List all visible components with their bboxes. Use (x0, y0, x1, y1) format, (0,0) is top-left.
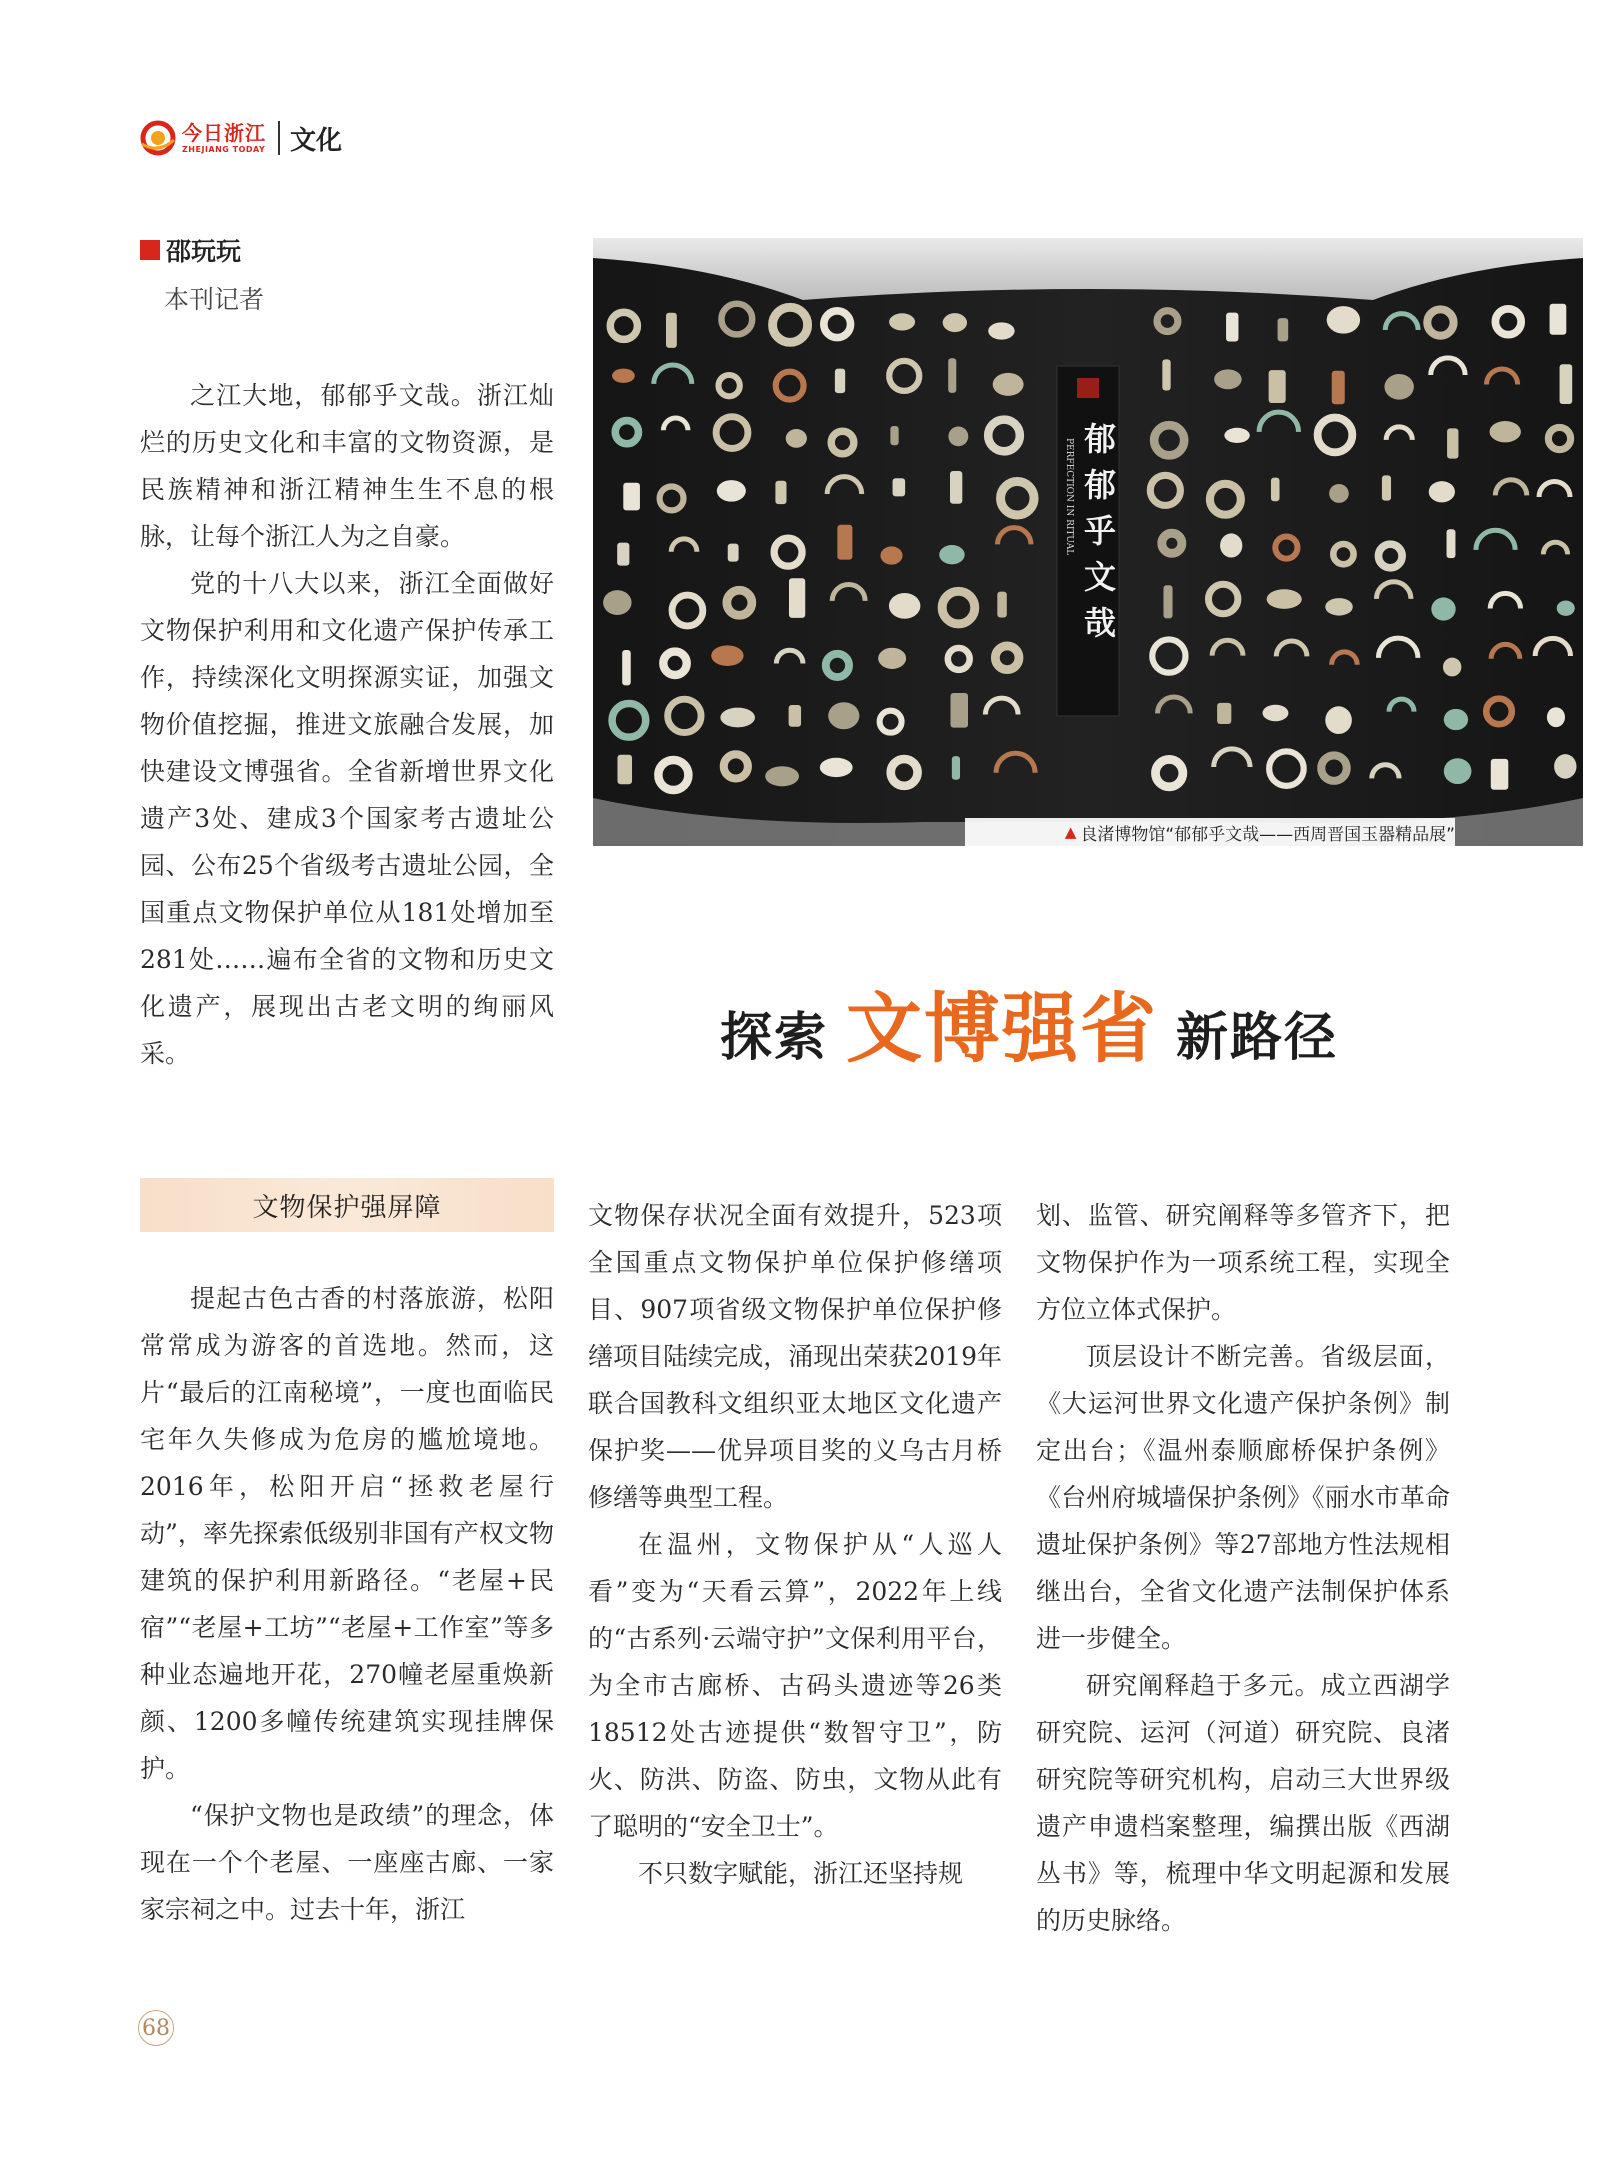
jade-artifact (950, 693, 968, 728)
jade-artifact (1384, 374, 1413, 400)
intro-paragraph: 党的十八大以来，浙江全面做好文物保护利用和文化遗产保护传承工作，持续深化文明探源实证，加强文物价值挖掘，推进文旅融合发展，加快建设文博强省。全省新增世界文化遗产3处、建成3个国家考古遗址公园、公布25个省级考古遗址公园，全国重点文物保护单位从181处增加至281处……遍布全省的文物和历史文化遗产，展现出古老文明的绚丽风采。 (140, 569, 554, 1068)
jade-artifact (622, 650, 631, 685)
jade-artifact (711, 645, 743, 666)
jade-artifact (789, 578, 805, 618)
jade-artifact (948, 358, 956, 393)
jade-artifact (1214, 369, 1242, 389)
jade-artifact (775, 481, 786, 504)
jade-artifact (1447, 428, 1458, 458)
magazine-logo-icon (138, 118, 178, 158)
jade-artifact (1444, 758, 1472, 784)
author-role: 本刊记者 (164, 285, 265, 314)
author-marker-icon (140, 240, 160, 260)
jade-artifact (1550, 304, 1567, 335)
jade-artifact (617, 755, 632, 784)
jade-artifact (948, 427, 968, 447)
article-headline (720, 968, 1338, 1077)
header-divider (278, 121, 280, 155)
jade-artifact (939, 545, 964, 564)
exhibition-photo (593, 238, 1583, 846)
jade-artifact (1269, 370, 1286, 403)
jade-artifact (889, 313, 915, 330)
page-number: 68 (138, 2010, 174, 2046)
jade-artifact (765, 766, 799, 786)
jade-artifact (1443, 658, 1461, 677)
magazine-header (138, 116, 342, 160)
jade-artifact (1327, 306, 1360, 334)
jade-artifact (943, 313, 967, 332)
jade-artifact (1447, 529, 1456, 558)
jade-artifact (820, 758, 853, 777)
jade-artifact (1444, 709, 1468, 730)
jade-artifact (1382, 475, 1391, 500)
jade-artifact (952, 756, 960, 780)
jade-wall-image (593, 238, 1583, 846)
jade-artifact (789, 705, 801, 727)
jade-artifact (612, 369, 635, 383)
jade-artifact (1429, 481, 1455, 502)
intro-paragraph: 之江大地，郁郁乎文哉。浙江灿烂的历史文化和丰富的文物资源，是民族精神和浙江精神生生不息的根脉，让每个浙江人为之自豪。 (140, 381, 554, 551)
jade-artifact (666, 313, 677, 348)
banner-cn: 郁郁乎文哉 (1079, 422, 1117, 638)
jade-artifact (1329, 484, 1349, 503)
jade-artifact (889, 593, 921, 619)
author-name: 邵玩玩 (166, 237, 242, 266)
jade-artifact (617, 543, 629, 566)
jade-artifact (988, 322, 1014, 339)
section-name: 文化 (290, 125, 343, 156)
jade-artifact (993, 373, 1024, 396)
author-block (140, 232, 264, 316)
jade-artifact (1431, 597, 1455, 620)
jade-artifact (1278, 318, 1289, 341)
jade-artifact (786, 429, 807, 448)
magazine-logo-text (182, 120, 266, 154)
jade-artifact (950, 471, 962, 504)
col1-paragraph: 提起古色古香的村落旅游，松阳常常成为游客的首选地。然而，这片“最后的江南秘境”，一度也面临民宅年久失修成为危房的尴尬境地。2016年，松阳开启“拯救老屋行动”，率先探索低级别非国有产权文物建筑的保护利用新路径。“老屋+民宿”“老屋+工坊”“老屋+工作室”等多种业态遍地开花，270幢老屋重焕新颜、1200多幢传统建筑实现挂牌保护。 (140, 1284, 554, 1783)
col3-paragraph: 研究阐释趋于多元。成立西湖学研究院、运河（河道）研究院、良渚研究院等研究机构，启动三大世界级遗产申遗档案整理，编撰出版《西湖丛书》等，梳理中华文明起源和发展的历史脉络。 (1036, 1671, 1450, 1935)
col3-paragraph: 顶层设计不断完善。省级层面，《大运河世界文化遗产保护条例》制定出台；《温州泰顺廊桥保护条例》《台州府城墙保护条例》《丽水市革命遗址保护条例》等27部地方性法规相继出台，全省文化遗产法制保护体系进一步健全。 (1036, 1342, 1450, 1653)
jade-artifact (1162, 359, 1170, 390)
jade-artifact (1332, 371, 1345, 404)
jade-artifact (623, 483, 640, 511)
caption-triangle-icon: ▲ (1064, 823, 1077, 841)
jade-artifact (728, 544, 739, 562)
col3-paragraph: 划、监管、研究阐释等多管齐下，把文物保护作为一项系统工程，实现全方位立体式保护。 (1036, 1201, 1450, 1324)
jade-artifact (1325, 598, 1353, 615)
logo-cn: 今日浙江 (182, 120, 266, 145)
jade-artifact (1554, 754, 1576, 779)
jade-artifact (997, 592, 1006, 618)
headline-part1: 探索 (720, 1007, 829, 1068)
column-2 (588, 1192, 1002, 1897)
jade-artifact (1224, 428, 1249, 443)
photo-caption (593, 818, 1455, 846)
subheading-box (140, 1178, 554, 1232)
col2-paragraph: 在温州，文物保护从“人巡人看”变为“天看云算”，2022年上线的“古系列·云端守护”文保利用平台，为全市古廊桥、古码头遗迹等26类18512处古迹提供“数智守卫”，防火、防洪、防盗、防虫，文物从此有了聪明的“安全卫士”。 (588, 1530, 1002, 1841)
jade-artifact (837, 525, 852, 560)
jade-artifact (1262, 705, 1288, 721)
jade-artifact (720, 708, 755, 728)
intro-text (140, 372, 554, 1077)
jade-artifact (1220, 533, 1242, 557)
headline-part3: 新路径 (1176, 1007, 1339, 1068)
jade-artifact (1271, 478, 1280, 502)
caption-text: 良渚博物馆“郁郁乎文哉——西周晋国玉器精品展” (1080, 824, 1455, 845)
jade-artifact (893, 478, 906, 496)
col2-paragraph: 文物保存状况全面有效提升，523项全国重点文物保护单位保护修缮项目、907项省级文物保护单位保护修缮项目陆续完成，涌现出荣获2019年联合国教科文组织亚太地区文化遗产保护奖——优异项目奖的义乌古月桥修缮等典型工程。 (588, 1201, 1002, 1512)
col1-paragraph: “保护文物也是政绩”的理念，体现在一个个老屋、一座座古廊、一家家宗祠之中。过去十年，浙江 (140, 1801, 554, 1924)
logo-en: ZHEJIANG TODAY (182, 144, 266, 154)
jade-artifact (1226, 313, 1238, 342)
jade-artifact (1217, 703, 1231, 724)
jade-artifact (828, 702, 859, 729)
headline-highlight: 文博强省 (846, 984, 1159, 1073)
jade-artifact (1267, 589, 1302, 609)
jade-artifact (1163, 585, 1172, 618)
column-1 (140, 1275, 554, 1933)
jade-artifact (890, 426, 898, 445)
jade-artifact (878, 648, 906, 669)
jade-artifact (1491, 759, 1509, 790)
col2-paragraph: 不只数字赋能，浙江还坚持规 (638, 1859, 964, 1888)
subheading-text: 文物保护强屏障 (252, 1192, 442, 1223)
banner-en: PERFECTION IN RITUAL (1064, 438, 1074, 556)
jade-artifact (603, 590, 631, 615)
jade-artifact (1557, 600, 1575, 615)
jade-artifact (1560, 364, 1573, 404)
jade-artifact (835, 369, 845, 394)
jade-artifact (1490, 421, 1521, 442)
jade-artifact (880, 546, 902, 564)
jade-artifact (1547, 707, 1565, 727)
jade-artifact (1325, 706, 1352, 734)
column-3 (1036, 1192, 1450, 1944)
jade-artifact (717, 480, 746, 502)
